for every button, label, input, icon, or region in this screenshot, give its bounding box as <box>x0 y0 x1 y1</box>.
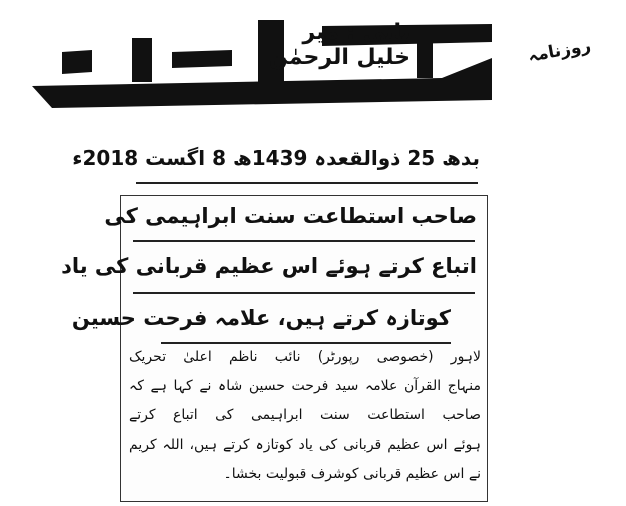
headline-line: صاحب استطاعت سنت ابراہیمی کی <box>104 204 477 228</box>
body-line: صاحب استطاعت سنت ابراہیمی کی اتباع کرتے <box>129 407 481 423</box>
headline-line: کوتازہ کرتے ہیں، علامہ فرحت حسین <box>71 306 451 330</box>
body-line: لاہور (خصوصی رپورٹر) نائب ناظم اعلیٰ تحریک <box>129 349 481 365</box>
headline-rule <box>133 292 475 294</box>
headline-rule <box>133 240 475 242</box>
dateline-rule <box>136 182 478 184</box>
body-line: نے اس عظیم قربانی کوشرف قبولیت بخشا۔ <box>223 466 481 482</box>
body-line: منہاج القرآن علامہ سید فرحت حسین شاہ نے کہا ہے کہ <box>129 378 481 394</box>
dateline: بدھ 25 ذوالقعدہ 1439ھ 8 اگست 2018ء <box>72 146 480 170</box>
headline-rule <box>161 342 451 344</box>
news-clipping <box>61 195 488 502</box>
headline-line: اتباع کرتے ہوئے اس عظیم قربانی کی یاد <box>61 254 477 278</box>
masthead-prefix: روزنامہ <box>526 35 593 67</box>
body-line: ہوئے اس عظیم قربانی کی یاد کوتازہ کرتے ہیں، اللہ کریم <box>129 437 481 453</box>
founder-line: بانی : میر خلیل الرحمٰن <box>268 20 410 70</box>
masthead <box>0 0 626 130</box>
